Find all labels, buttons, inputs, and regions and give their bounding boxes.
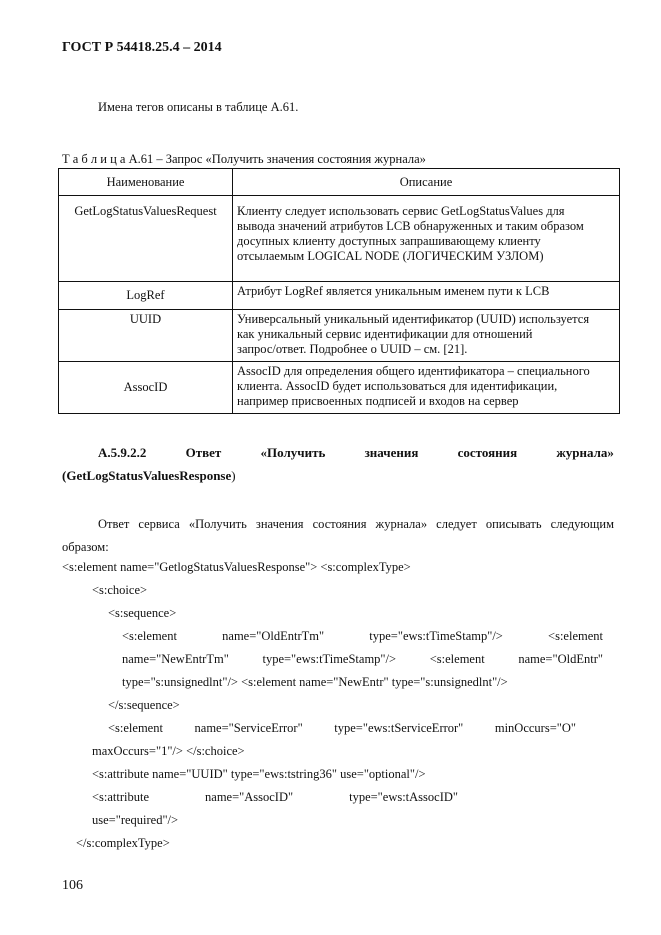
code-token: <s:element [429,652,485,666]
row-desc [233,310,620,362]
code-token: type="ews:tTimeStamp"/> [369,629,503,643]
section-word: «Получить [260,445,326,460]
code-line: <s:sequence> [108,606,177,620]
desc-line: клиента. AssocID будет использоваться для идентификации, [237,379,558,393]
code-line: <s:attribute name="UUID" type="ews:tstring36" use="optional"/> [92,767,426,781]
code-line: use="required"/> [92,813,179,827]
section-line2-text: (GetLogStatusValuesResponse [62,468,232,483]
code-token: type="ews:tTimeStamp"/> [262,652,397,666]
section-word: значения [364,445,419,460]
code-line [122,652,603,667]
desc-line: например присвоенных подписей и входов на сервер [237,394,519,408]
code-token: name="OldEntrTm" [222,629,325,643]
section-word: Ответ [185,445,222,460]
table-row [59,362,620,414]
row-name: LogRef [59,282,233,310]
desc-line: Атрибут LogRef является уникальным именем пути к LCB [237,284,550,298]
section-word: состояния [457,445,518,460]
desc-line: запрос/ответ. Подробнее о UUID – см. [21]. [237,342,468,356]
page-number: 106 [62,878,83,893]
section-number: А.5.9.2.2 [98,445,147,460]
desc-line: вывода значений атрибутов LCB обнаруженных и таким образом [237,219,584,233]
row-name: GetLogStatusValuesRequest [59,196,233,282]
code-line: maxOccurs="1"/> </s:choice> [92,744,245,758]
row-desc [233,282,620,310]
section-heading-line2 [62,468,236,484]
desc-line: AssocID для определения общего идентификатора – специального [237,364,590,378]
code-token: type="ews:tServiceError" [334,721,464,735]
desc-line: досупных клиенту доступных запрашивающему клиенту [237,234,541,248]
desc-line: как уникальный сервис идентификации для отношений [237,327,533,341]
section-line2-end: ) [231,468,236,483]
table-caption: Т а б л и ц а А.61 – Запрос «Получить значения состояния журнала» [62,152,426,166]
desc-line: Клиенту следует использовать сервис GetLogStatusValues для [237,204,565,218]
row-desc [233,196,620,282]
code-token: <s:element [548,629,603,643]
code-token: name="OldEntr" [518,652,603,666]
table-row [59,310,620,362]
desc-line: отсылаемым LOGICAL NODE (ЛОГИЧЕСКИМ УЗЛОМ) [237,249,544,263]
row-desc [233,362,620,414]
code-token: <s:attribute [92,790,150,804]
table-row [59,282,620,310]
code-token: minOccurs="O" [494,721,576,735]
table-row [59,196,620,282]
col-name-header: Наименование [59,169,233,196]
code-line: <s:element name="GetlogStatusValuesResponse"> <s:complexType> [62,560,411,574]
row-name: UUID [59,310,233,362]
col-desc-header: Описание [233,169,620,196]
code-line [108,721,576,736]
code-token: name="ServiceError" [194,721,303,735]
code-token: name="AssocID" [205,790,294,804]
code-line: </s:sequence> [108,698,180,712]
tag-table [58,168,620,414]
desc-line: Универсальный уникальный идентификатор (UUID) используется [237,312,590,326]
code-token: <s:element [108,721,163,735]
section-word: журнала» [556,445,614,460]
row-name: AssocID [59,362,233,414]
intro-text: Имена тегов описаны в таблице А.61. [98,100,299,114]
body-paragraph: Ответ сервиса «Получить значения состояния журнала» следует описывать следующим образом: [62,517,614,554]
code-line: type="s:unsignedlnt"/> <s:element name="NewEntr" type="s:unsignedlnt"/> [122,675,508,689]
section-heading [62,445,614,461]
code-line: <s:choice> [92,583,148,597]
code-line: </s:complexType> [76,836,170,850]
code-token: type="ews:tAssocID" [349,790,458,804]
table-header-row [59,169,620,196]
document-header: ГОСТ Р 54418.25.4 – 2014 [62,40,222,55]
code-line [122,629,603,644]
code-line [92,790,458,805]
code-token: <s:element [122,629,177,643]
code-token: name="NewEntrTm" [122,652,229,666]
